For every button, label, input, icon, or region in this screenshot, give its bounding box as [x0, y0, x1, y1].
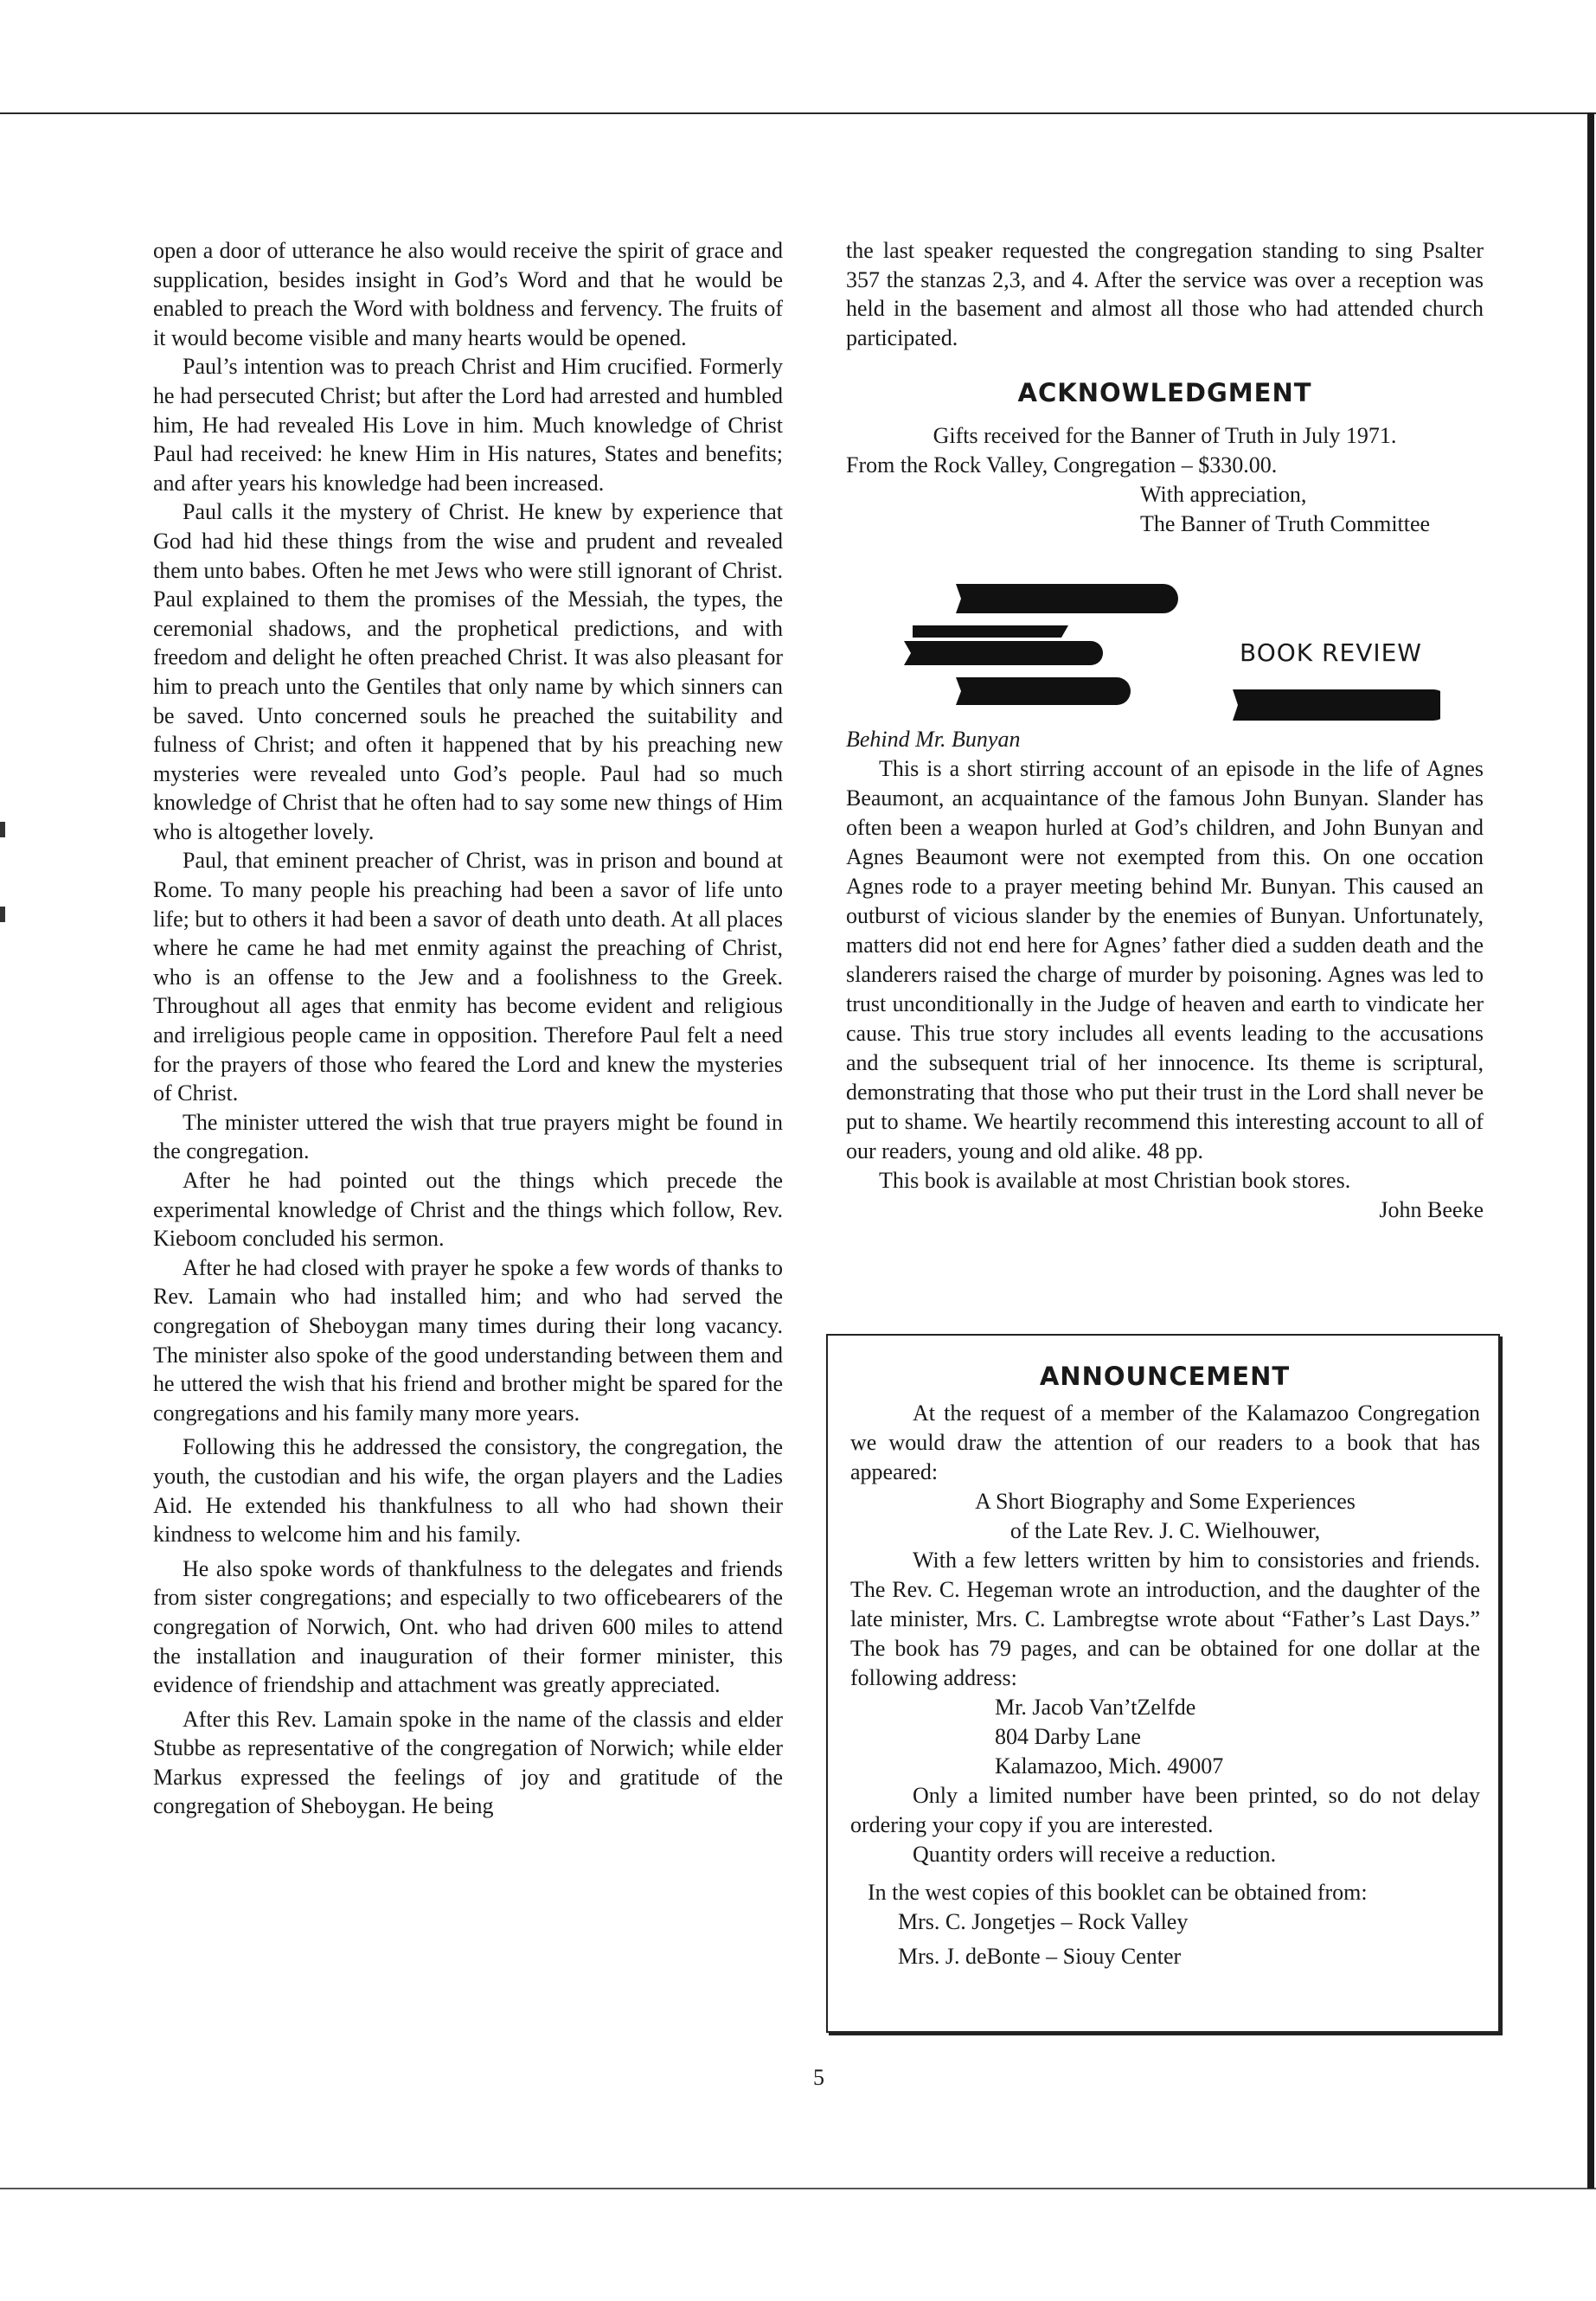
address-line: Kalamazoo, Mich. 49007 — [995, 1753, 1224, 1779]
continuation-paragraph: the last speaker requested the congregation standing to sing Psalter 357 the stanzas 2,3, and 4. After the service was over a reception was held in the basement and almost all those who had attended church participated. — [846, 238, 1484, 350]
left-paragraph: After this Rev. Lamain spoke in the name of the classis and elder Stubbe as representative of the congregation of Norwich; while elder Markus expressed the feelings of joy and gratitude of the congregation of Sheboygan. He being — [153, 1706, 783, 1819]
book-stripe — [956, 677, 1131, 705]
book-stripe — [904, 641, 1103, 665]
contact-line: Mrs. C. Jongetjes – Rock Valley — [898, 1909, 1189, 1934]
announcement-quantity: Quantity orders will receive a reduction. — [913, 1842, 1277, 1867]
page-bottom-rule — [0, 2188, 1596, 2189]
book-review-label: BOOK REVIEW — [1240, 638, 1422, 667]
announcement-heading: ANNOUNCEMENT — [1039, 1362, 1291, 1391]
acknowledgment-line: Gifts received for the Banner of Truth in July 1971. — [933, 423, 1397, 448]
announcement-book-title: A Short Biography and Some Experiences — [975, 1489, 1356, 1514]
review-availability: This book is available at most Christian book stores. — [879, 1168, 1351, 1193]
book-stripe — [956, 584, 1178, 613]
left-column — [153, 236, 783, 1821]
announcement-details: With a few letters written by him to consistories and friends. The Rev. C. Hegeman wrote an introduction, and the daughter of the late minister, Mrs. C. Lambregtse wrote about “Father’s Last Days.” The book has 79 pages, and can be obtained for one dollar at the following address: — [850, 1548, 1480, 1690]
announcement-west: In the west copies of this booklet can be obtained from: — [868, 1880, 1368, 1905]
book-stripe — [913, 625, 1068, 638]
acknowledgment-heading: ACKNOWLEDGMENT — [1017, 378, 1312, 407]
address-line: 804 Darby Lane — [995, 1724, 1141, 1749]
announcement-limited: Only a limited number have been printed, so do not delay ordering your copy if you are interested. — [850, 1783, 1480, 1837]
page-top-rule — [0, 112, 1596, 114]
acknowledgment-section — [846, 421, 1484, 539]
left-paragraph: The minister uttered the wish that true prayers might be found in the congregation. — [153, 1109, 783, 1164]
contact-line: Mrs. J. deBonte – Siouy Center — [898, 1944, 1182, 1969]
left-paragraph: After he had pointed out the things which precede the experimental knowledge of Christ and the things which follow, Rev. Kieboom concluded his sermon. — [153, 1168, 783, 1252]
left-paragraph: Paul, that eminent preacher of Christ, was in prison and bound at Rome. To many people his preaching had been a savor of life unto life; but to others it had been a savor of death unto death. At all places where he came he had met enmity against the preaching of Christ, who is an offense to the Jew and a foolishness to the Greek. Throughout all ages that enmity has become evident and religious and irreligious people came in opposition. Therefore Paul felt a need for the prayers of those who feared the Lord and knew the mysteries of Christ. — [153, 848, 783, 1106]
left-paragraph: Paul’s intention was to preach Christ and Him crucified. Formerly he had persecuted Christ; but after the Lord had arrested and humbled him, He had revealed His Love in him. Much knowledge of Christ Paul had received: he knew Him in His natures, States and benefits; and after years his knowledge had been increased. — [153, 354, 783, 496]
address-line: Mr. Jacob Van’tZelfde — [995, 1695, 1196, 1720]
acknowledgment-signature: The Banner of Truth Committee — [1140, 511, 1431, 536]
left-paragraph: Paul calls it the mystery of Christ. He knew by experience that God had hid these things from the wise and prudent and revealed them unto babes. Often he met Jews who were still ignorant of Christ. Paul explained to them the promises of the Messiah, the types, the ceremonial shadows, and the prophetical predictions, and with freedom and delight he often preached Christ. It was also pleasant for him to preach unto the Gentiles that only name by which sinners can be saved. Unto concerned souls he preached the suitability and fulness of Christ; and often it happened that by his preaching new mysteries were revealed unto God’s people. Paul had so much knowledge of Christ that he often had to say some new things of Him who is altogether lovely. — [153, 499, 783, 844]
review-body: This is a short stirring account of an episode in the life of Agnes Beaumont, an acquaintance of the famous John Bunyan. Slander has often been a weapon hurled at God’s children, and John Bunyan and Agnes Beaumont were not exempted from this. On one occation Agnes rode to a prayer meeting behind Mr. Bunyan. This caused an outburst of vicious slander by the enemies of Bunyan. Unfortunately, matters did not end here for Agnes’ father died a sudden death and the slanderers raised the charge of murder by poisoning. Agnes was led to trust unconditionally in the Judge of heaven and earth to vindicate her cause. This true story includes all events leading to the accusations and the subsequent trial of her innocence. Its theme is scriptural, demonstrating that those who put their trust in the Lord shall never be put to shame. We heartily recommend this interesting account to all of our readers, young and old alike. 48 pp. — [846, 756, 1484, 1163]
margin-mark — [0, 822, 5, 837]
reviewer-name: John Beeke — [1379, 1197, 1484, 1222]
left-paragraph: He also spoke words of thankfulness to the delegates and friends from sister congregations; and especially to two officebearers of the congregation of Norwich, Ont. who had driven 600 miles to attend the installation and inauguration of their former minister, this evidence of friendship and attachment was greatly appreciated. — [153, 1555, 783, 1698]
acknowledgment-line: From the Rock Valley, Congregation – $330.00. — [846, 452, 1278, 478]
page-number: 5 — [813, 2065, 824, 2090]
acknowledgment-closing: With appreciation, — [1140, 482, 1307, 507]
announcement-book-title: of the Late Rev. J. C. Wielhouwer, — [1010, 1518, 1321, 1543]
announcement-section — [850, 1399, 1480, 1971]
left-paragraph: open a door of utterance he also would receive the spirit of grace and supplication, besides insight in God’s Word and that he would be enabled to preach the Word with boldness and fervency. The fruits of it would become visible and many hearts would be opened. — [153, 238, 783, 350]
left-paragraph: Following this he addressed the consistory, the congregation, the youth, the custodian and his wife, the organ players and the Ladies Aid. He extended his thankfulness to all who had shown their kindness to welcome him and his family. — [153, 1434, 783, 1548]
page-right-edge — [1587, 112, 1594, 2189]
announcement-intro: At the request of a member of the Kalamazoo Congregation we would draw the attention of our readers to a book that has appeared: — [850, 1400, 1480, 1484]
right-column-continuation — [846, 236, 1484, 352]
book-title: Behind Mr. Bunyan — [846, 727, 1021, 752]
left-paragraph: After he had closed with prayer he spoke a few words of thanks to Rev. Lamain who had installed him; and who had served the congregation of Sheboygan many times during their long vacancy. The minister also spoke of the good understanding between them and he uttered the wish that his friend and brother might be spared for the congregations and his family many more years. — [153, 1254, 783, 1426]
book-review-section — [846, 725, 1484, 1225]
margin-mark — [0, 907, 5, 922]
book-stripe — [1233, 689, 1440, 721]
